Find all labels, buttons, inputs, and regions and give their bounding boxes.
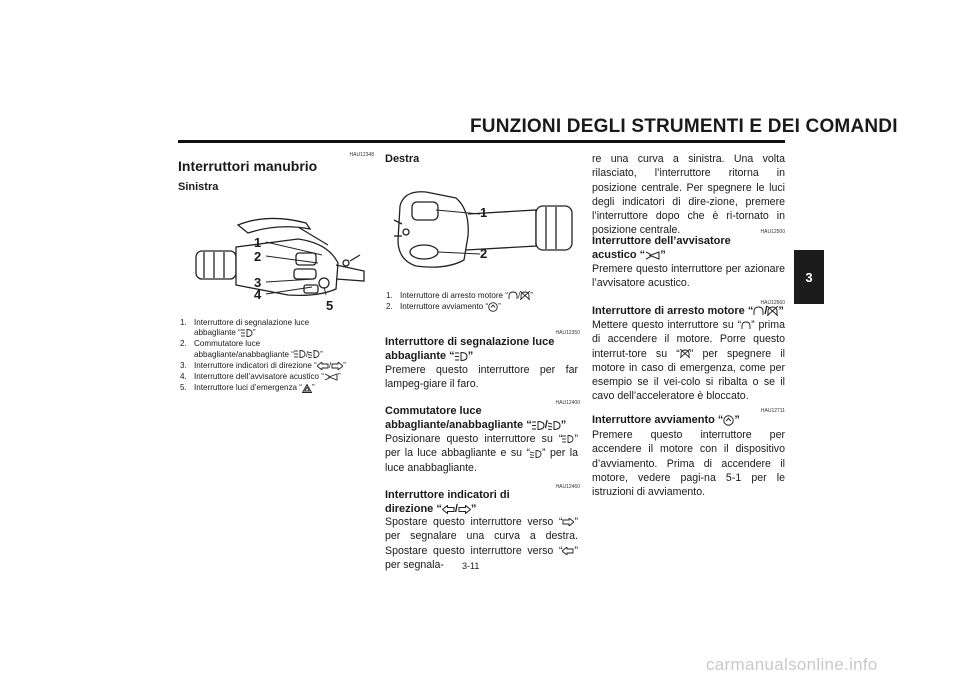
callout-1-right: 1 xyxy=(480,205,488,220)
horn-icon xyxy=(324,373,338,381)
arrow-left-icon xyxy=(562,547,574,555)
callout-1: 1 xyxy=(254,235,262,250)
caption-item: 2. Commutatore luce abbagliante/anabbagliante “ / ” xyxy=(180,339,323,359)
chapter-tab: 3 xyxy=(794,250,824,304)
caption-item: 3. Interruttore indicatori di direzione “ / ” xyxy=(180,360,346,370)
engine-run-icon xyxy=(753,306,764,316)
section-code: HAU12400 xyxy=(555,400,580,406)
high-beam-icon xyxy=(241,329,253,337)
section-code: HAU12660 xyxy=(760,300,785,306)
section-title: Commutatore luce abbagliante/anabbagliante “ / ” xyxy=(385,405,567,431)
section-heading: Interruttori manubrio xyxy=(178,158,318,174)
start-icon xyxy=(723,415,734,426)
section-body: Premere questo interruttore per azionare l’avvisatore acustico. xyxy=(592,263,785,290)
subheading-right: Destra xyxy=(385,153,420,165)
caption-list-right xyxy=(386,291,586,314)
section-body: Premere questo interruttore per accendere il motore con il dispositivo d’avviamento. Prima di accendere il motore, vedere pagi-na 5-1 per le istruzioni di avviamento. xyxy=(592,429,785,499)
callout-3: 3 xyxy=(254,275,262,290)
engine-stop-icon xyxy=(520,291,530,300)
high-beam-icon xyxy=(532,421,545,430)
section-title: Interruttore avviamento “ ” xyxy=(592,414,740,426)
hazard-icon xyxy=(302,384,312,393)
caption-list-left xyxy=(180,318,380,394)
callout-4: 4 xyxy=(254,287,262,302)
arrow-right-icon xyxy=(331,362,343,370)
section-title: Interruttore indicatori di direzione “ / ” xyxy=(385,489,510,515)
subheading-left: Sinistra xyxy=(178,181,219,193)
engine-run-icon xyxy=(741,321,751,330)
arrow-left-icon xyxy=(442,505,455,514)
right-handlebar-illustration xyxy=(386,180,576,280)
section-body: Premere questo interruttore per far lampeg-giare il faro. xyxy=(385,364,578,391)
section-title: Interruttore di arresto motore “ / ” xyxy=(592,305,784,317)
low-beam-icon xyxy=(530,450,542,458)
continuation-text: re una curva a sinistra. Una volta rilasciato, l’interruttore ritorna in posizione centrale. Per spegnere le luci degli indicatori di dire-zione, premere l’interruttore dopo che è ri-tornato in posizione centrale. xyxy=(592,153,785,237)
low-beam-icon xyxy=(308,350,320,358)
arrow-left-icon xyxy=(317,362,329,370)
callout-2: 2 xyxy=(254,249,262,264)
watermark: carmanualsonline.info xyxy=(706,655,878,674)
caption-item: 5. Interruttore luci d’emergenza “ ” xyxy=(180,383,315,393)
caption-item: 4. Interruttore dell’avvisatore acustico “ ” xyxy=(180,372,341,382)
horn-icon xyxy=(645,251,660,260)
section-code: HAU12348 xyxy=(349,152,374,158)
page-title: FUNZIONI DEGLI STRUMENTI E DEI COMANDI xyxy=(470,116,898,137)
caption-item: 2. Interruttore avviamento “ ” xyxy=(386,302,501,312)
section-title: Interruttore dell’avvisatore acustico “ ” xyxy=(592,235,731,261)
section-code: HAU12500 xyxy=(760,229,785,235)
caption-item: 1. Interruttore di segnalazione luce abbagliante “ ” xyxy=(180,318,310,338)
engine-run-icon xyxy=(508,291,518,300)
title-rule xyxy=(178,140,785,143)
arrow-right-icon xyxy=(458,505,471,514)
start-icon xyxy=(488,302,498,312)
engine-stop-icon xyxy=(767,306,778,316)
section-body: Posizionare questo interruttore su “ ” per la luce abbagliante e su “ ” per la luce anabbagliante. xyxy=(385,433,578,474)
low-beam-icon xyxy=(548,421,561,430)
section-title: Interruttore di segnalazione luce abbagliante “ ” xyxy=(385,336,555,362)
section-body: Spostare questo interruttore verso “ ” per segnalare una curva a destra. Spostare questo interruttore verso “ ” per segnala- xyxy=(385,516,578,571)
callout-leaders-left xyxy=(252,235,342,305)
callout-5: 5 xyxy=(326,298,334,313)
page-number: 3-11 xyxy=(462,561,480,571)
high-beam-icon xyxy=(455,352,468,361)
section-code: HAU12350 xyxy=(555,330,580,336)
high-beam-icon xyxy=(562,435,574,443)
engine-stop-icon xyxy=(680,349,690,358)
arrow-right-icon xyxy=(562,518,574,526)
callout-2-right: 2 xyxy=(480,246,488,261)
section-code: HAU12460 xyxy=(555,484,580,490)
high-beam-icon xyxy=(294,350,306,358)
caption-item: 1. Interruttore di arresto motore “ / ” xyxy=(386,291,533,300)
section-body: Mettere questo interruttore su “ ” prima di accendere il motore. Porre questo interrut-tore su “ ” per spegnere il motore in caso di emergenza, come per esempio se il vei-colo si ribalta o se il cavo dell’acceleratore è bloccato. xyxy=(592,319,786,403)
section-code: HAU12711 xyxy=(760,408,785,414)
